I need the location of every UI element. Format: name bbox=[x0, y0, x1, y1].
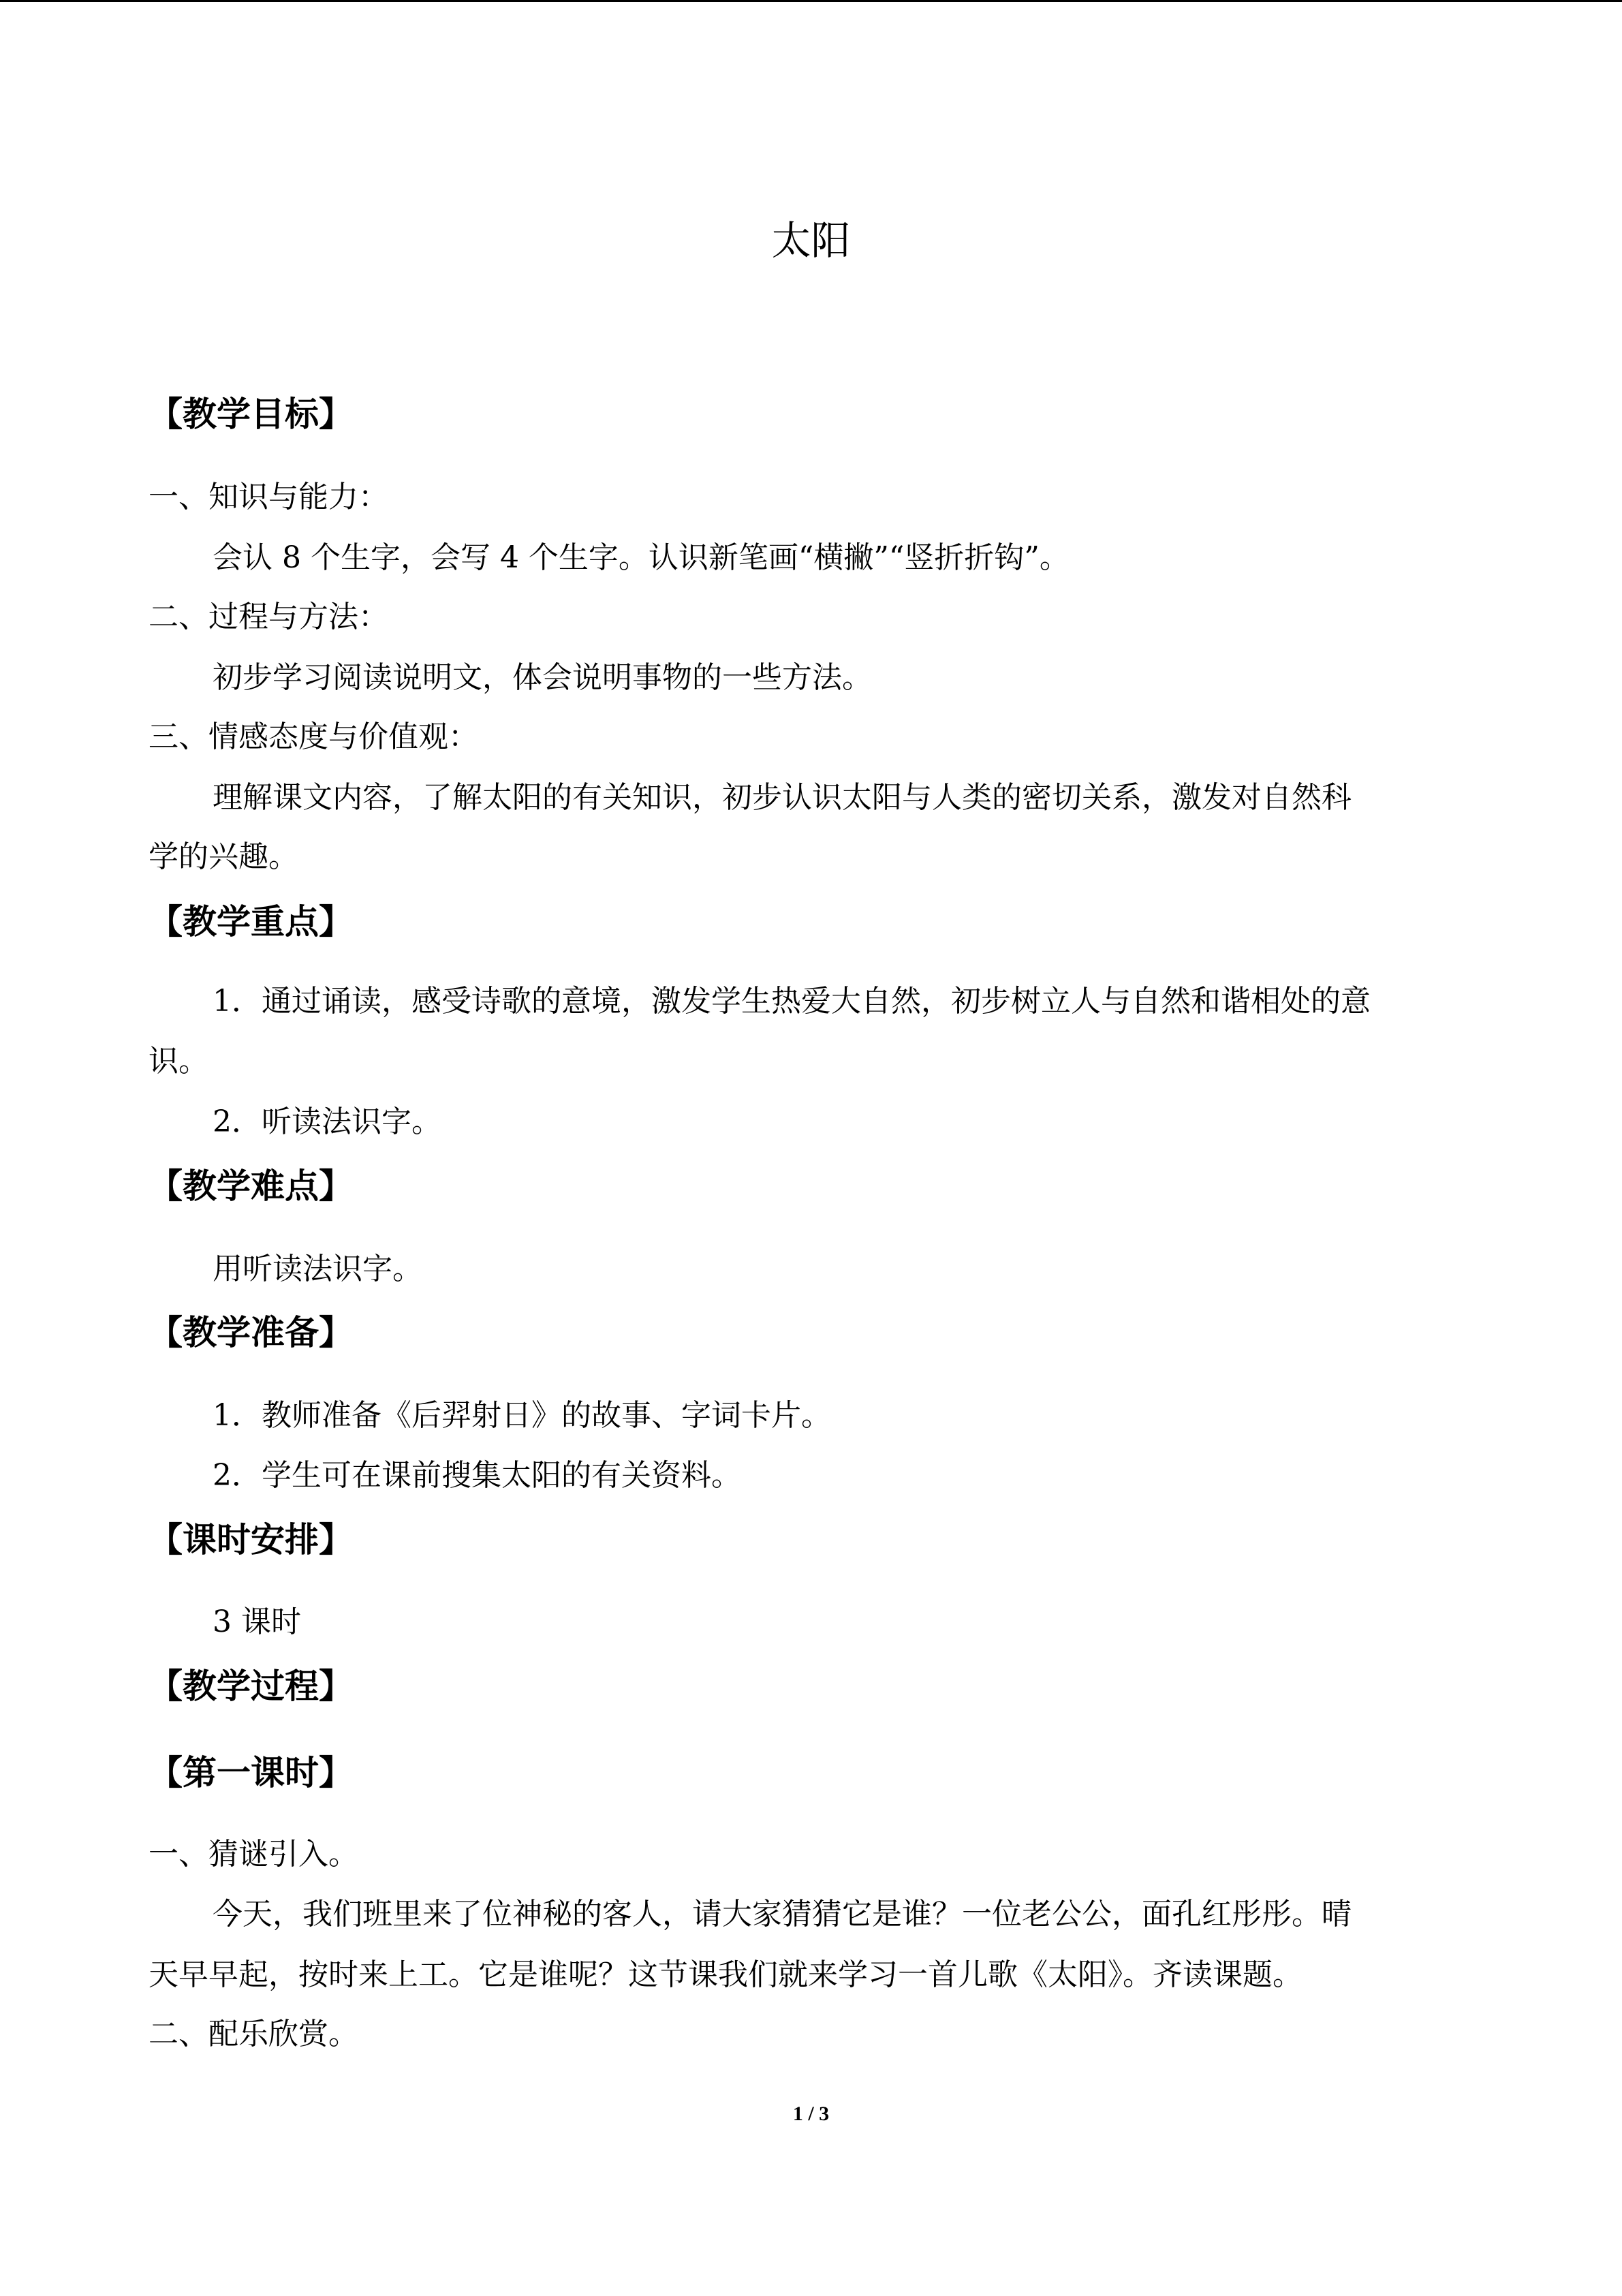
document-page bbox=[149, 2, 1473, 2296]
first-lesson-step-1-text-line2: 天早早起，按时来上工。它是谁呢？这节课我们就来学习一首儿歌《太阳》。齐读课题。 bbox=[149, 1957, 1303, 1992]
difficulties-text: 用听读法识字。 bbox=[213, 1252, 422, 1286]
objectives-knowledge-heading: 一、知识与能力： bbox=[149, 480, 388, 514]
section-heading-key-points: 【教学重点】 bbox=[149, 902, 353, 942]
section-heading-difficulties: 【教学难点】 bbox=[149, 1166, 353, 1206]
page-number: 1 / 3 bbox=[792, 2103, 830, 2125]
objectives-knowledge-text: 会认 8 个生字，会写 4 个生字。认识新笔画“横撇”“竖折折钩”。 bbox=[213, 540, 1070, 575]
objectives-process-text: 初步学习阅读说明文，体会说明事物的一些方法。 bbox=[213, 660, 872, 695]
objectives-emotion-heading: 三、情感态度与价值观： bbox=[149, 719, 478, 754]
preparation-item-2: 2．学生可在课前搜集太阳的有关资料。 bbox=[213, 1458, 741, 1493]
objectives-emotion-text-line1: 理解课文内容，了解太阳的有关知识，初步认识太阳与人类的密切关系，激发对自然科 bbox=[213, 780, 1352, 815]
section-heading-schedule: 【课时安排】 bbox=[149, 1520, 353, 1560]
objectives-process-heading: 二、过程与方法： bbox=[149, 600, 388, 634]
key-point-item-1-line2: 识。 bbox=[149, 1044, 208, 1079]
key-point-item-2: 2．听读法识字。 bbox=[213, 1104, 441, 1139]
schedule-text: 3 课时 bbox=[213, 1604, 301, 1639]
first-lesson-step-1-heading: 一、猜谜引入。 bbox=[149, 1837, 358, 1872]
objectives-emotion-text-line2: 学的兴趣。 bbox=[149, 839, 298, 874]
key-point-item-1-line1: 1．通过诵读，感受诗歌的意境，激发学生热爱大自然，初步树立人与自然和谐相处的意 bbox=[213, 984, 1371, 1019]
section-heading-preparation: 【教学准备】 bbox=[149, 1313, 353, 1352]
section-heading-first-lesson: 【第一课时】 bbox=[149, 1753, 353, 1793]
section-heading-objectives: 【教学目标】 bbox=[149, 394, 353, 434]
preparation-item-1: 1．教师准备《后羿射日》的故事、字词卡片。 bbox=[213, 1398, 831, 1433]
document-title: 太阳 bbox=[771, 217, 851, 264]
first-lesson-step-2-heading: 二、配乐欣赏。 bbox=[149, 2017, 358, 2051]
first-lesson-step-1-text-line1: 今天，我们班里来了位神秘的客人，请大家猜猜它是谁？一位老公公，面孔红彤彤。晴 bbox=[213, 1897, 1352, 1932]
section-heading-process: 【教学过程】 bbox=[149, 1666, 353, 1706]
